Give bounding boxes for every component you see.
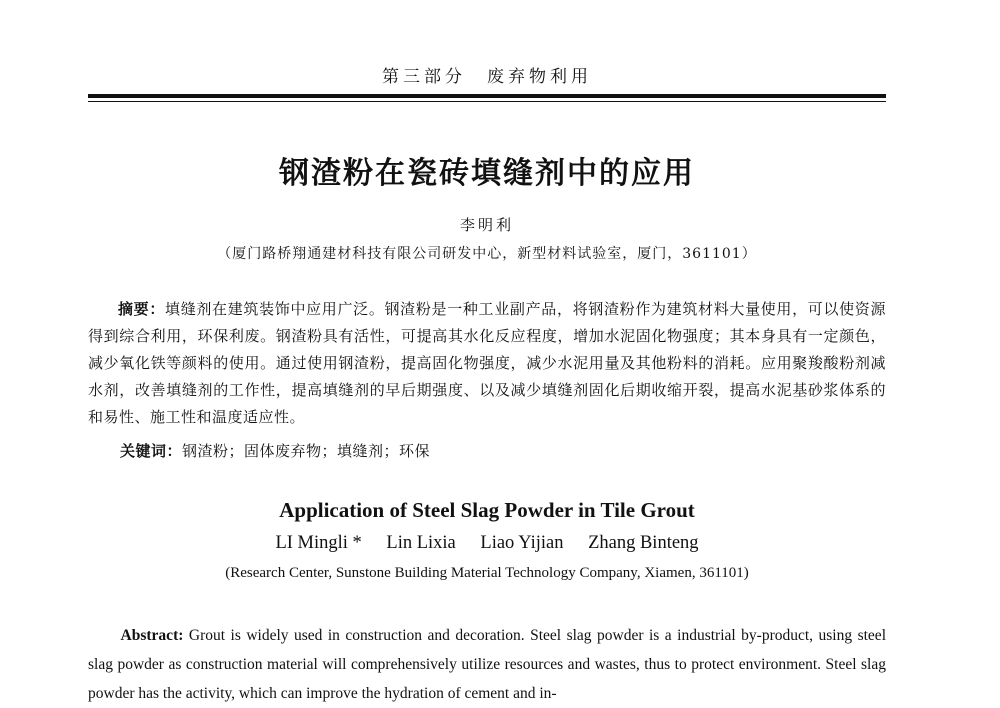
abstract-en-label: Abstract: bbox=[120, 627, 184, 644]
abstract-cn-label: 摘要： bbox=[118, 300, 166, 318]
abstract-en bbox=[88, 621, 886, 708]
header-rule-thin bbox=[88, 101, 886, 102]
authors-en bbox=[88, 533, 886, 554]
running-header: 第三部分 废弃物利用 bbox=[382, 67, 592, 87]
keywords-cn bbox=[120, 440, 886, 461]
header-rule-thick bbox=[88, 94, 886, 98]
abstract-cn-text: 填缝剂在建筑装饰中应用广泛。钢渣粉是一种工业副产品，将钢渣粉作为建筑材料大量使用，可以使资源得到综合利用，环保利废。钢渣粉具有活性，可提高其水化反应程度，增加水泥固化物强度；其本身具有一定颜色，减少氧化铁等颜料的使用。通过使用钢渣粉，提高固化物强度，减少水泥用量及其他粉料的消耗。应用聚羧酸粉剂减水剂，改善填缝剂的工作性，提高填缝剂的早后期强度、以及减少填缝剂固化后期收缩开裂，提高水泥基砂浆体系的和易性、施工性和温度适应性。 bbox=[88, 300, 886, 426]
author-en: Zhang Binteng bbox=[588, 533, 699, 553]
abstract-en-text: Grout is widely used in construction and decoration. Steel slag powder is a industrial by-product, using steel slag powder as construction material will comprehensively utilize resources and wastes, thus to protect environment. Steel slag powder has the activity, which can improve the hydration of cement and in- bbox=[88, 627, 886, 702]
keywords-cn-label: 关键词： bbox=[120, 442, 183, 460]
author-en: Liao Yijian bbox=[480, 533, 564, 553]
abstract-cn bbox=[88, 296, 886, 431]
author-cn: 李明利 bbox=[459, 216, 514, 234]
affiliation-en: (Research Center, Sunstone Building Material Technology Company, Xiamen, 361101) bbox=[225, 565, 749, 581]
affiliation-cn: （厦门路桥翔通建材科技有限公司研发中心，新型材料试验室，厦门，361101） bbox=[217, 246, 757, 262]
paper-title-en: Application of Steel Slag Powder in Tile Grout bbox=[279, 498, 695, 522]
author-en: LI Mingli * bbox=[275, 533, 362, 553]
keywords-cn-text: 钢渣粉；固体废弃物；填缝剂；环保 bbox=[182, 442, 431, 460]
author-en: Lin Lixia bbox=[386, 533, 456, 553]
paper-title-cn: 钢渣粉在瓷砖填缝剂中的应用 bbox=[279, 156, 695, 191]
